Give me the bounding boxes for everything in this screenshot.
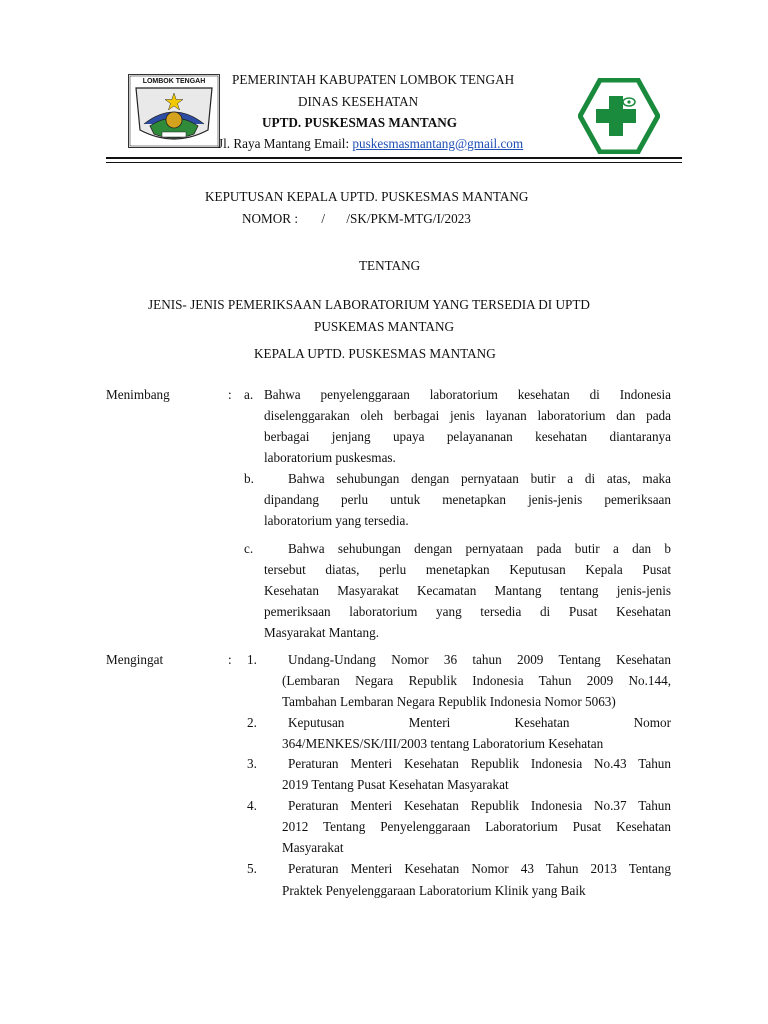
mengingat-4-line-1: Peraturan Menteri Kesehatan Republik Indonesia No.37 Tahun — [288, 798, 671, 813]
logo-banner-text: LOMBOK TENGAH — [142, 78, 206, 85]
header-department: DINAS KESEHATAN — [298, 94, 419, 109]
menimbang-c-line-3: Kesehatan Masyarakat Kecamatan Mantang tentang jenis-jenis — [264, 583, 671, 598]
mengingat-marker-4: 4. — [247, 798, 257, 813]
menimbang-label: Menimbang — [106, 387, 170, 402]
mengingat-1-line-3: Tambahan Lembaran Negara Republik Indonesia Nomor 5063) — [282, 694, 616, 709]
number-label: NOMOR : — [242, 211, 299, 226]
mengingat-3-line-1: Peraturan Menteri Kesehatan Republik Indonesia No.43 Tahun — [288, 756, 671, 771]
menimbang-colon: : — [228, 387, 232, 402]
menimbang-b-line-2: dipandang perlu untuk menetapkan jenis-jenis pemeriksaan — [264, 492, 671, 507]
header-rule-thick — [106, 157, 682, 159]
menimbang-marker-b: b. — [244, 471, 254, 486]
menimbang-c-line-4: pemeriksaan laboratorium yang tersedia di Pusat Kesehatan — [264, 604, 671, 619]
mengingat-2-line-2: 364/MENKES/SK/III/2003 tentang Laboratorium Kesehatan — [282, 736, 604, 751]
menimbang-a-line-1: Bahwa penyelenggaraan laboratorium kesehatan di Indonesia — [264, 387, 671, 402]
header-rule-thin — [106, 162, 682, 163]
number-slash: / — [321, 211, 326, 226]
puskesmas-logo — [578, 78, 660, 154]
mengingat-5-line-2: Praktek Penyelenggaraan Laboratorium Klinik yang Baik — [282, 883, 586, 898]
mengingat-1-line-2: (Lembaran Negara Republik Indonesia Tahun 2009 No.144, — [282, 673, 671, 688]
menimbang-a-line-4: laboratorium puskesmas. — [264, 450, 396, 465]
subject-line-2: PUSKEMAS MANTANG — [314, 319, 454, 334]
menimbang-b-line-1: Bahwa sehubungan dengan pernyataan butir a di atas, maka — [288, 471, 671, 486]
mengingat-marker-3: 3. — [247, 756, 257, 771]
header-government: PEMERINTAH KABUPATEN LOMBOK TENGAH — [232, 72, 515, 87]
menimbang-c-line-1: Bahwa sehubungan dengan pernyataan pada butir a dan b — [288, 541, 671, 556]
email-link[interactable]: puskesmasmantang@gmail.com — [352, 136, 524, 151]
mengingat-5-line-1: Peraturan Menteri Kesehatan Nomor 43 Tahun 2013 Tentang — [288, 861, 671, 876]
mengingat-marker-5: 5. — [247, 861, 257, 876]
menimbang-marker-a: a. — [244, 387, 254, 402]
decree-head: KEPALA UPTD. PUSKESMAS MANTANG — [254, 346, 496, 361]
address-text: Jl. Raya Mantang Email: — [218, 136, 353, 151]
decree-title: KEPUTUSAN KEPALA UPTD. PUSKESMAS MANTANG — [205, 189, 529, 204]
mengingat-4-line-2: 2012 Tentang Penyelenggaraan Laboratorium Pusat Kesehatan — [282, 819, 671, 834]
mengingat-colon: : — [228, 652, 232, 667]
lombok-tengah-logo — [128, 74, 220, 148]
mengingat-4-line-3: Masyarakat — [282, 840, 344, 855]
mengingat-3-line-2: 2019 Tentang Pusat Kesehatan Masyarakat — [282, 777, 509, 792]
decree-number — [242, 211, 471, 227]
menimbang-c-line-5: Masyarakat Mantang. — [264, 625, 379, 640]
menimbang-c-line-2: tersebut diatas, perlu menetapkan Keputusan Kepala Pusat — [264, 562, 671, 577]
header-institution: UPTD. PUSKESMAS MANTANG — [262, 115, 458, 130]
mengingat-marker-2: 2. — [247, 715, 257, 730]
menimbang-marker-c: c. — [244, 541, 254, 556]
menimbang-a-line-3: berbagai jenjang upaya pelayananan kesehatan diantaranya — [264, 429, 671, 444]
mengingat-marker-1: 1. — [247, 652, 257, 667]
header-address — [218, 136, 523, 152]
mengingat-1-line-1: Undang-Undang Nomor 36 tahun 2009 Tentang Kesehatan — [288, 652, 671, 667]
mengingat-2-line-1: Keputusan Menteri Kesehatan Nomor — [288, 715, 671, 730]
number-value: /SK/PKM-MTG/I/2023 — [346, 211, 471, 226]
tentang-heading: TENTANG — [359, 258, 421, 273]
subject-line-1: JENIS- JENIS PEMERIKSAAN LABORATORIUM YANG TERSEDIA DI UPTD — [148, 297, 590, 312]
menimbang-b-line-3: laboratorium yang tersedia. — [264, 513, 409, 528]
mengingat-label: Mengingat — [106, 652, 164, 667]
menimbang-a-line-2: diselenggarakan oleh berbagai jenis layanan laboratorium dan pada — [264, 408, 671, 423]
